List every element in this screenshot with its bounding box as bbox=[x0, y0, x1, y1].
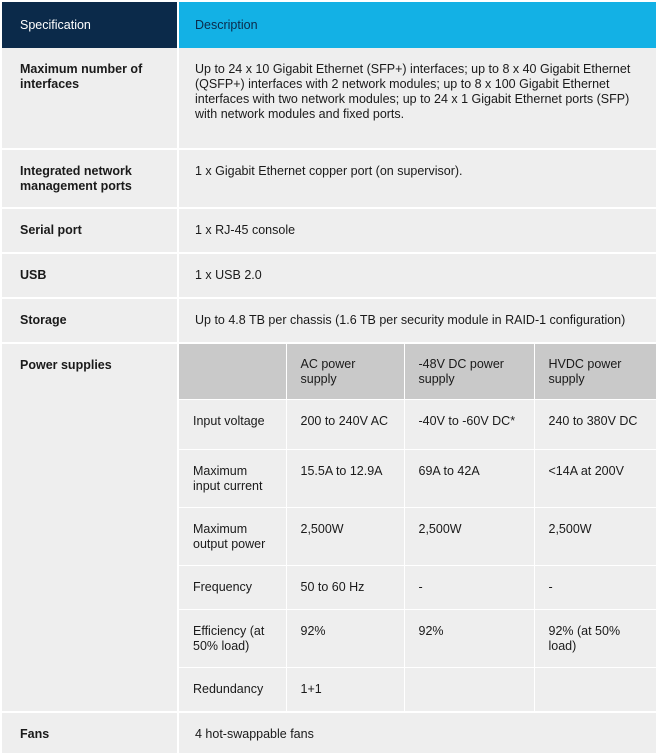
row-label: USB bbox=[2, 253, 178, 298]
row-label: Integrated network management ports bbox=[2, 149, 178, 208]
power-row-label: Maximum input current bbox=[179, 450, 286, 508]
power-header-dc: -48V DC power supply bbox=[404, 344, 534, 400]
power-cell-dc: 2,500W bbox=[404, 508, 534, 566]
power-header-row bbox=[179, 344, 656, 400]
table-row bbox=[2, 712, 656, 754]
table-row bbox=[2, 149, 656, 208]
power-cell-dc: 69A to 42A bbox=[404, 450, 534, 508]
power-cell-hvdc: 2,500W bbox=[534, 508, 656, 566]
power-cell-ac: 1+1 bbox=[286, 668, 404, 712]
header-specification: Specification bbox=[2, 2, 178, 48]
table-row bbox=[2, 48, 656, 149]
power-cell-dc: - bbox=[404, 566, 534, 610]
power-supplies-cell bbox=[178, 343, 656, 712]
power-row-label: Efficiency (at 50% load) bbox=[179, 610, 286, 668]
power-cell-hvdc bbox=[534, 668, 656, 712]
row-value: 1 x RJ-45 console bbox=[178, 208, 656, 253]
power-supplies-row bbox=[2, 343, 656, 712]
power-row bbox=[179, 610, 656, 668]
power-supplies-label: Power supplies bbox=[2, 343, 178, 712]
power-cell-dc: -40V to -60V DC* bbox=[404, 400, 534, 450]
power-row bbox=[179, 668, 656, 712]
power-row-label: Input voltage bbox=[179, 400, 286, 450]
row-label: Storage bbox=[2, 298, 178, 343]
power-cell-hvdc: - bbox=[534, 566, 656, 610]
row-value: 1 x Gigabit Ethernet copper port (on supervisor). bbox=[178, 149, 656, 208]
row-value: 4 hot-swappable fans bbox=[178, 712, 656, 754]
power-cell-dc bbox=[404, 668, 534, 712]
header-description: Description bbox=[178, 2, 656, 48]
power-cell-ac: 50 to 60 Hz bbox=[286, 566, 404, 610]
row-label: Maximum number of interfaces bbox=[2, 48, 178, 149]
power-cell-ac: 92% bbox=[286, 610, 404, 668]
power-cell-hvdc: 92% (at 50% load) bbox=[534, 610, 656, 668]
row-value: Up to 4.8 TB per chassis (1.6 TB per security module in RAID-1 configuration) bbox=[178, 298, 656, 343]
power-row bbox=[179, 566, 656, 610]
power-row-label: Redundancy bbox=[179, 668, 286, 712]
power-supplies-table bbox=[179, 344, 656, 711]
row-label: Serial port bbox=[2, 208, 178, 253]
power-row bbox=[179, 508, 656, 566]
power-cell-dc: 92% bbox=[404, 610, 534, 668]
power-cell-ac: 200 to 240V AC bbox=[286, 400, 404, 450]
power-header-hvdc: HVDC power supply bbox=[534, 344, 656, 400]
table-row bbox=[2, 208, 656, 253]
power-cell-hvdc: <14A at 200V bbox=[534, 450, 656, 508]
power-cell-hvdc: 240 to 380V DC bbox=[534, 400, 656, 450]
table-header-row bbox=[2, 2, 656, 48]
row-label: Fans bbox=[2, 712, 178, 754]
power-header-blank bbox=[179, 344, 286, 400]
power-row-label: Frequency bbox=[179, 566, 286, 610]
power-row bbox=[179, 450, 656, 508]
spec-page bbox=[0, 2, 656, 741]
row-value: 1 x USB 2.0 bbox=[178, 253, 656, 298]
power-row bbox=[179, 400, 656, 450]
power-cell-ac: 2,500W bbox=[286, 508, 404, 566]
power-cell-ac: 15.5A to 12.9A bbox=[286, 450, 404, 508]
power-header-ac: AC power supply bbox=[286, 344, 404, 400]
power-row-label: Maximum output power bbox=[179, 508, 286, 566]
row-value: Up to 24 x 10 Gigabit Ethernet (SFP+) interfaces; up to 8 x 40 Gigabit Ethernet (QSFP+) interfaces with 2 network modules; up to 8 x 100 Gigabit Ethernet interfaces with two network modules; up to 24 x 1 Gigabit Ethernet ports (SFP) with network modules and fixed ports. bbox=[178, 48, 656, 149]
specification-table bbox=[2, 2, 656, 755]
table-row bbox=[2, 298, 656, 343]
table-row bbox=[2, 253, 656, 298]
